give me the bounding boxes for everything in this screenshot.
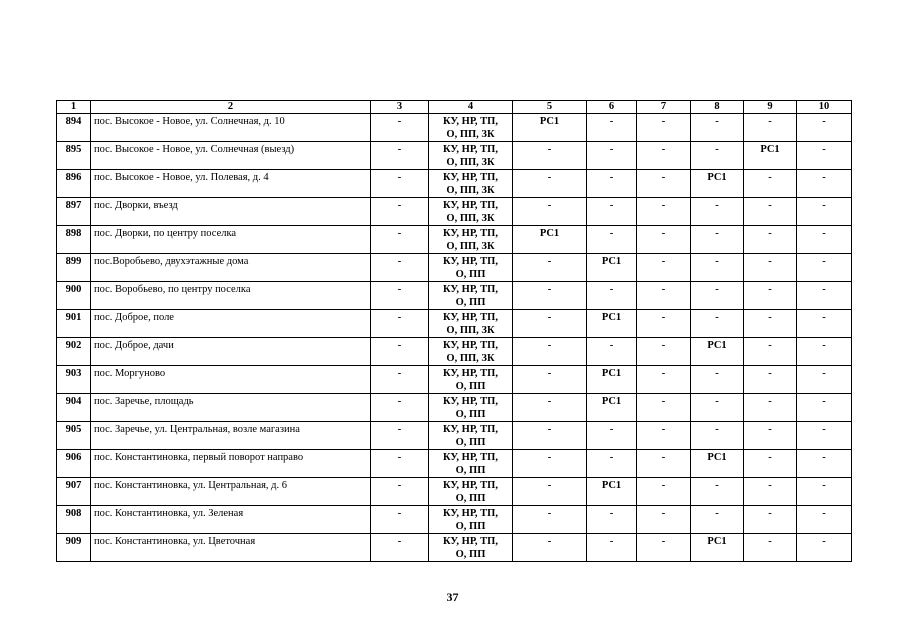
cell-col-8: - (691, 394, 744, 422)
cell-col-10: - (797, 142, 852, 170)
location-cell: пос. Доброе, поле (91, 310, 371, 338)
cell-col-7: - (637, 394, 691, 422)
types-line-2: О, ПП, ЗК (446, 213, 495, 224)
cell-col-10: - (797, 170, 852, 198)
types-line-1: КУ, НР, ТП, (443, 536, 498, 547)
location-cell: пос. Дворки, въезд (91, 198, 371, 226)
cell-col-9: - (744, 198, 797, 226)
cell-col-10: - (797, 254, 852, 282)
types-line-1: КУ, НР, ТП, (443, 508, 498, 519)
column-header: 3 (371, 101, 429, 114)
location-cell: пос. Доброе, дачи (91, 338, 371, 366)
cell-col-9: - (744, 282, 797, 310)
table-row (57, 170, 852, 198)
cell-col-8: - (691, 198, 744, 226)
cell-col-3: - (371, 506, 429, 534)
cell-col-10: - (797, 394, 852, 422)
types-line-2: О, ПП (455, 381, 486, 392)
types-line-2: О, ПП (455, 409, 486, 420)
row-number: 909 (57, 534, 91, 562)
column-header: 6 (587, 101, 637, 114)
table-row (57, 422, 852, 450)
column-header: 4 (429, 101, 513, 114)
cell-col-8: РС1 (691, 338, 744, 366)
cell-col-3: - (371, 142, 429, 170)
table-header (57, 101, 852, 114)
table-row (57, 478, 852, 506)
types-cell (429, 338, 513, 366)
table-row (57, 226, 852, 254)
row-number: 902 (57, 338, 91, 366)
row-number: 896 (57, 170, 91, 198)
cell-col-5: - (513, 450, 587, 478)
types-cell (429, 506, 513, 534)
cell-col-9: - (744, 310, 797, 338)
cell-col-7: - (637, 338, 691, 366)
types-line-2: О, ПП (455, 269, 486, 280)
cell-col-8: - (691, 254, 744, 282)
types-line-1: КУ, НР, ТП, (443, 368, 498, 379)
cell-col-3: - (371, 170, 429, 198)
types-line-1: КУ, НР, ТП, (443, 312, 498, 323)
cell-col-9: - (744, 534, 797, 562)
cell-col-9: - (744, 478, 797, 506)
column-header: 2 (91, 101, 371, 114)
location-cell: пос. Высокое - Новое, ул. Полевая, д. 4 (91, 170, 371, 198)
column-header: 10 (797, 101, 852, 114)
cell-col-6: - (587, 338, 637, 366)
table-row (57, 282, 852, 310)
types-line-1: КУ, НР, ТП, (443, 200, 498, 211)
cell-col-6: - (587, 198, 637, 226)
types-cell (429, 142, 513, 170)
table-row (57, 114, 852, 142)
cell-col-5: - (513, 198, 587, 226)
types-cell (429, 282, 513, 310)
cell-col-3: - (371, 366, 429, 394)
cell-col-7: - (637, 170, 691, 198)
cell-col-9: - (744, 422, 797, 450)
cell-col-7: - (637, 198, 691, 226)
table-row (57, 310, 852, 338)
cell-col-9: - (744, 226, 797, 254)
types-line-2: О, ПП (455, 297, 486, 308)
cell-col-5: РС1 (513, 114, 587, 142)
cell-col-3: - (371, 310, 429, 338)
column-header: 9 (744, 101, 797, 114)
cell-col-3: - (371, 534, 429, 562)
row-number: 907 (57, 478, 91, 506)
cell-col-3: - (371, 338, 429, 366)
cell-col-10: - (797, 506, 852, 534)
row-number: 897 (57, 198, 91, 226)
cell-col-5: - (513, 506, 587, 534)
cell-col-3: - (371, 198, 429, 226)
cell-col-9: РС1 (744, 142, 797, 170)
cell-col-10: - (797, 310, 852, 338)
cell-col-10: - (797, 114, 852, 142)
cell-col-6: - (587, 170, 637, 198)
types-line-2: О, ПП (455, 465, 486, 476)
cell-col-9: - (744, 170, 797, 198)
cell-col-8: - (691, 114, 744, 142)
types-line-1: КУ, НР, ТП, (443, 340, 498, 351)
cell-col-6: РС1 (587, 366, 637, 394)
types-cell (429, 394, 513, 422)
cell-col-5: - (513, 478, 587, 506)
location-cell: пос. Константиновка, ул. Центральная, д. 6 (91, 478, 371, 506)
types-line-1: КУ, НР, ТП, (443, 396, 498, 407)
types-line-1: КУ, НР, ТП, (443, 116, 498, 127)
cell-col-7: - (637, 114, 691, 142)
location-cell: пос. Константиновка, ул. Зеленая (91, 506, 371, 534)
cell-col-3: - (371, 422, 429, 450)
types-line-1: КУ, НР, ТП, (443, 144, 498, 155)
types-line-2: О, ПП, ЗК (446, 157, 495, 168)
cell-col-10: - (797, 226, 852, 254)
location-cell: пос. Заречье, ул. Центральная, возле магазина (91, 422, 371, 450)
location-cell: пос. Константиновка, ул. Цветочная (91, 534, 371, 562)
cell-col-5: - (513, 422, 587, 450)
cell-col-5: - (513, 534, 587, 562)
table-row (57, 506, 852, 534)
cell-col-5: - (513, 310, 587, 338)
cell-col-8: - (691, 478, 744, 506)
row-number: 903 (57, 366, 91, 394)
cell-col-8: РС1 (691, 170, 744, 198)
data-table (56, 100, 852, 562)
cell-col-9: - (744, 394, 797, 422)
cell-col-8: - (691, 282, 744, 310)
types-line-2: О, ПП, ЗК (446, 353, 495, 364)
cell-col-5: - (513, 254, 587, 282)
cell-col-6: РС1 (587, 478, 637, 506)
cell-col-6: РС1 (587, 254, 637, 282)
types-line-1: КУ, НР, ТП, (443, 452, 498, 463)
cell-col-5: - (513, 142, 587, 170)
cell-col-9: - (744, 450, 797, 478)
types-line-1: КУ, НР, ТП, (443, 480, 498, 491)
cell-col-3: - (371, 282, 429, 310)
cell-col-9: - (744, 114, 797, 142)
types-line-1: КУ, НР, ТП, (443, 172, 498, 183)
header-row (57, 101, 852, 114)
row-number: 900 (57, 282, 91, 310)
types-line-2: О, ПП (455, 549, 486, 560)
cell-col-10: - (797, 338, 852, 366)
types-cell (429, 534, 513, 562)
table-row (57, 198, 852, 226)
cell-col-5: - (513, 394, 587, 422)
types-cell (429, 198, 513, 226)
table-row (57, 450, 852, 478)
types-cell (429, 114, 513, 142)
cell-col-5: - (513, 170, 587, 198)
cell-col-7: - (637, 142, 691, 170)
types-cell (429, 226, 513, 254)
types-cell (429, 478, 513, 506)
cell-col-8: - (691, 310, 744, 338)
types-line-2: О, ПП, ЗК (446, 325, 495, 336)
table-row (57, 338, 852, 366)
cell-col-10: - (797, 282, 852, 310)
types-cell (429, 366, 513, 394)
cell-col-8: - (691, 226, 744, 254)
cell-col-10: - (797, 534, 852, 562)
cell-col-3: - (371, 394, 429, 422)
cell-col-5: - (513, 338, 587, 366)
cell-col-3: - (371, 450, 429, 478)
cell-col-3: - (371, 114, 429, 142)
cell-col-3: - (371, 254, 429, 282)
cell-col-9: - (744, 338, 797, 366)
cell-col-6: - (587, 450, 637, 478)
cell-col-9: - (744, 366, 797, 394)
types-line-2: О, ПП, ЗК (446, 241, 495, 252)
cell-col-8: - (691, 366, 744, 394)
row-number: 894 (57, 114, 91, 142)
cell-col-7: - (637, 310, 691, 338)
table-row (57, 142, 852, 170)
cell-col-7: - (637, 478, 691, 506)
types-cell (429, 310, 513, 338)
table-row (57, 534, 852, 562)
cell-col-6: - (587, 282, 637, 310)
column-header: 7 (637, 101, 691, 114)
types-line-1: КУ, НР, ТП, (443, 228, 498, 239)
cell-col-10: - (797, 450, 852, 478)
cell-col-6: РС1 (587, 394, 637, 422)
location-cell: пос.Воробьево, двухэтажные дома (91, 254, 371, 282)
row-number: 905 (57, 422, 91, 450)
cell-col-7: - (637, 422, 691, 450)
table-body (57, 114, 852, 562)
cell-col-8: - (691, 422, 744, 450)
cell-col-8: РС1 (691, 534, 744, 562)
cell-col-3: - (371, 226, 429, 254)
row-number: 898 (57, 226, 91, 254)
column-header: 1 (57, 101, 91, 114)
cell-col-6: - (587, 114, 637, 142)
cell-col-7: - (637, 254, 691, 282)
cell-col-7: - (637, 282, 691, 310)
table-row (57, 366, 852, 394)
cell-col-8: - (691, 506, 744, 534)
cell-col-3: - (371, 478, 429, 506)
column-header: 8 (691, 101, 744, 114)
location-cell: пос. Воробьево, по центру поселка (91, 282, 371, 310)
types-line-2: О, ПП (455, 521, 486, 532)
cell-col-6: - (587, 534, 637, 562)
cell-col-9: - (744, 506, 797, 534)
cell-col-8: - (691, 142, 744, 170)
row-number: 904 (57, 394, 91, 422)
types-line-2: О, ПП (455, 493, 486, 504)
column-header: 5 (513, 101, 587, 114)
types-cell (429, 450, 513, 478)
row-number: 901 (57, 310, 91, 338)
table-row (57, 254, 852, 282)
cell-col-6: - (587, 142, 637, 170)
types-line-1: КУ, НР, ТП, (443, 256, 498, 267)
table-row (57, 394, 852, 422)
cell-col-6: РС1 (587, 310, 637, 338)
cell-col-6: - (587, 422, 637, 450)
row-number: 906 (57, 450, 91, 478)
cell-col-10: - (797, 198, 852, 226)
cell-col-7: - (637, 534, 691, 562)
cell-col-9: - (744, 254, 797, 282)
cell-col-8: РС1 (691, 450, 744, 478)
location-cell: пос. Высокое - Новое, ул. Солнечная, д. 10 (91, 114, 371, 142)
cell-col-7: - (637, 366, 691, 394)
row-number: 895 (57, 142, 91, 170)
row-number: 899 (57, 254, 91, 282)
location-cell: пос. Константиновка, первый поворот направо (91, 450, 371, 478)
cell-col-6: - (587, 506, 637, 534)
types-line-1: КУ, НР, ТП, (443, 424, 498, 435)
cell-col-10: - (797, 366, 852, 394)
cell-col-5: РС1 (513, 226, 587, 254)
cell-col-10: - (797, 422, 852, 450)
cell-col-7: - (637, 226, 691, 254)
location-cell: пос. Дворки, по центру поселка (91, 226, 371, 254)
types-cell (429, 422, 513, 450)
location-cell: пос. Моргуново (91, 366, 371, 394)
types-line-1: КУ, НР, ТП, (443, 284, 498, 295)
row-number: 908 (57, 506, 91, 534)
location-cell: пос. Высокое - Новое, ул. Солнечная (выезд) (91, 142, 371, 170)
page-number: 37 (446, 590, 459, 604)
types-line-2: О, ПП, ЗК (446, 129, 495, 140)
cell-col-5: - (513, 366, 587, 394)
types-line-2: О, ПП, ЗК (446, 185, 495, 196)
cell-col-7: - (637, 506, 691, 534)
cell-col-10: - (797, 478, 852, 506)
types-cell (429, 254, 513, 282)
types-cell (429, 170, 513, 198)
location-cell: пос. Заречье, площадь (91, 394, 371, 422)
cell-col-5: - (513, 282, 587, 310)
cell-col-6: - (587, 226, 637, 254)
cell-col-7: - (637, 450, 691, 478)
types-line-2: О, ПП (455, 437, 486, 448)
